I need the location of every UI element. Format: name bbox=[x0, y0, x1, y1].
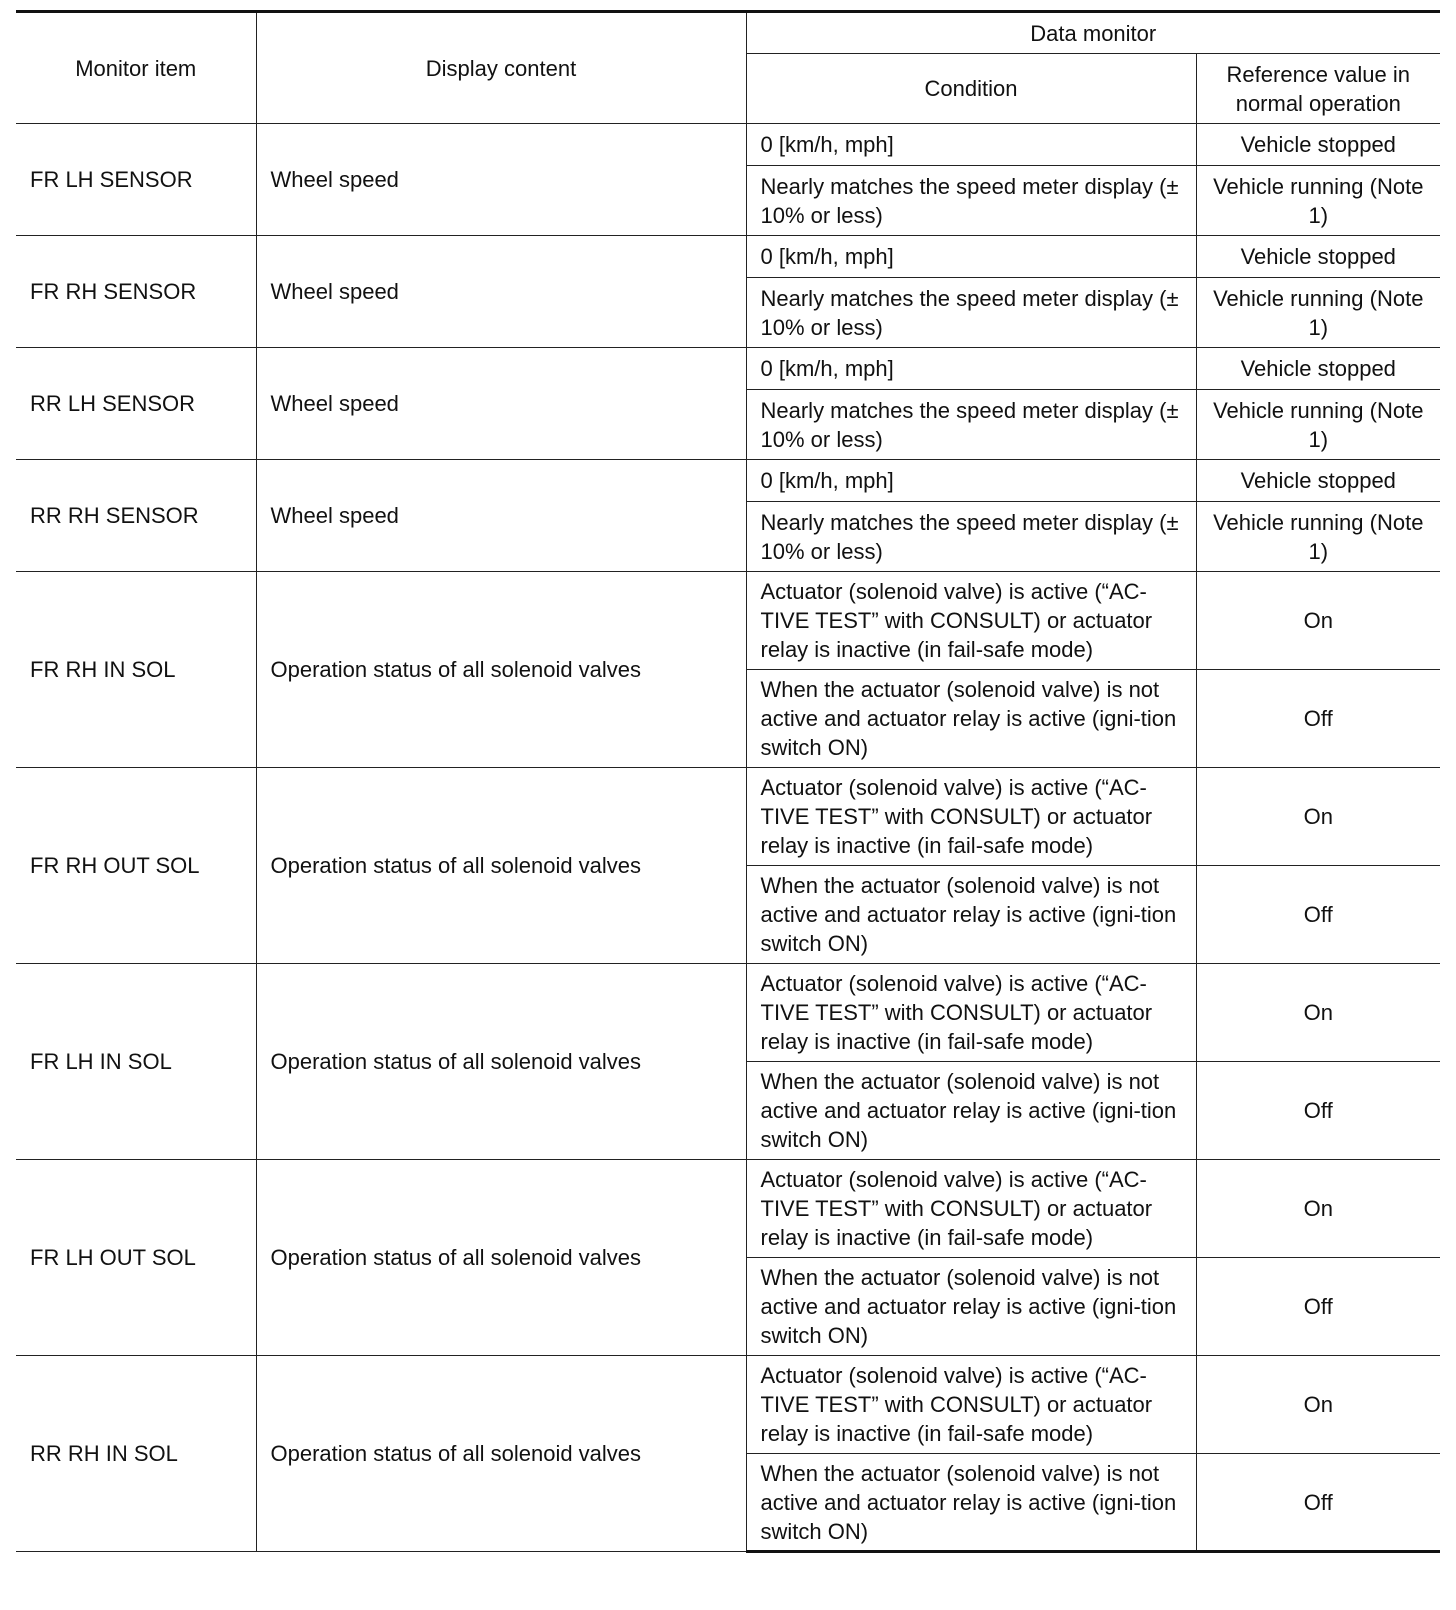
monitor-item-cell: FR RH OUT SOL bbox=[16, 768, 256, 964]
table-row bbox=[16, 768, 1440, 866]
condition-cell: When the actuator (solenoid valve) is not active and actuator relay is active (igni-tion switch ON) bbox=[746, 1454, 1196, 1552]
header-condition: Condition bbox=[746, 54, 1196, 124]
display-content-cell: Wheel speed bbox=[256, 460, 746, 572]
monitor-item-cell: FR LH OUT SOL bbox=[16, 1160, 256, 1356]
condition-cell: 0 [km/h, mph] bbox=[746, 460, 1196, 502]
condition-cell: Nearly matches the speed meter display (± 10% or less) bbox=[746, 166, 1196, 236]
monitor-item-cell: FR LH SENSOR bbox=[16, 124, 256, 236]
condition-cell: When the actuator (solenoid valve) is not active and actuator relay is active (igni-tion switch ON) bbox=[746, 866, 1196, 964]
reference-value-cell: Vehicle running (Note 1) bbox=[1196, 278, 1440, 348]
reference-value-cell: Vehicle stopped bbox=[1196, 460, 1440, 502]
reference-value-cell: Off bbox=[1196, 1062, 1440, 1160]
display-content-cell: Operation status of all solenoid valves bbox=[256, 768, 746, 964]
table-row bbox=[16, 236, 1440, 278]
condition-cell: When the actuator (solenoid valve) is not active and actuator relay is active (igni-tion switch ON) bbox=[746, 670, 1196, 768]
condition-cell: When the actuator (solenoid valve) is not active and actuator relay is active (igni-tion switch ON) bbox=[746, 1062, 1196, 1160]
monitor-item-cell: FR RH SENSOR bbox=[16, 236, 256, 348]
header-reference-value: Reference value in normal operation bbox=[1196, 54, 1440, 124]
monitor-item-cell: FR LH IN SOL bbox=[16, 964, 256, 1160]
display-content-cell: Operation status of all solenoid valves bbox=[256, 1160, 746, 1356]
display-content-cell: Operation status of all solenoid valves bbox=[256, 572, 746, 768]
display-content-cell: Operation status of all solenoid valves bbox=[256, 964, 746, 1160]
reference-value-cell: On bbox=[1196, 572, 1440, 670]
condition-cell: Nearly matches the speed meter display (± 10% or less) bbox=[746, 390, 1196, 460]
reference-value-cell: On bbox=[1196, 768, 1440, 866]
display-content-cell: Operation status of all solenoid valves bbox=[256, 1356, 746, 1552]
display-content-cell: Wheel speed bbox=[256, 124, 746, 236]
condition-cell: Actuator (solenoid valve) is active (“AC-TIVE TEST” with CONSULT) or actuator relay is inactive (in fail-safe mode) bbox=[746, 964, 1196, 1062]
reference-value-cell: Off bbox=[1196, 670, 1440, 768]
monitor-item-cell: RR RH IN SOL bbox=[16, 1356, 256, 1552]
condition-cell: Actuator (solenoid valve) is active (“AC-TIVE TEST” with CONSULT) or actuator relay is inactive (in fail-safe mode) bbox=[746, 1356, 1196, 1454]
table-row bbox=[16, 124, 1440, 166]
table-row bbox=[16, 1160, 1440, 1258]
condition-cell: Actuator (solenoid valve) is active (“AC-TIVE TEST” with CONSULT) or actuator relay is inactive (in fail-safe mode) bbox=[746, 1160, 1196, 1258]
reference-value-cell: Vehicle running (Note 1) bbox=[1196, 390, 1440, 460]
header-display-content: Display content bbox=[256, 12, 746, 124]
condition-cell: 0 [km/h, mph] bbox=[746, 348, 1196, 390]
condition-cell: 0 [km/h, mph] bbox=[746, 124, 1196, 166]
reference-value-cell: Vehicle stopped bbox=[1196, 124, 1440, 166]
reference-value-cell: Off bbox=[1196, 1258, 1440, 1356]
table-row bbox=[16, 964, 1440, 1062]
reference-value-cell: Vehicle stopped bbox=[1196, 348, 1440, 390]
monitor-item-cell: RR RH SENSOR bbox=[16, 460, 256, 572]
condition-cell: When the actuator (solenoid valve) is not active and actuator relay is active (igni-tion switch ON) bbox=[746, 1258, 1196, 1356]
reference-value-cell: On bbox=[1196, 1356, 1440, 1454]
display-content-cell: Wheel speed bbox=[256, 348, 746, 460]
reference-value-cell: Vehicle running (Note 1) bbox=[1196, 502, 1440, 572]
condition-cell: 0 [km/h, mph] bbox=[746, 236, 1196, 278]
condition-cell: Actuator (solenoid valve) is active (“AC-TIVE TEST” with CONSULT) or actuator relay is inactive (in fail-safe mode) bbox=[746, 768, 1196, 866]
monitor-item-cell: FR RH IN SOL bbox=[16, 572, 256, 768]
reference-value-cell: On bbox=[1196, 964, 1440, 1062]
table-row bbox=[16, 460, 1440, 502]
condition-cell: Nearly matches the speed meter display (± 10% or less) bbox=[746, 502, 1196, 572]
condition-cell: Nearly matches the speed meter display (± 10% or less) bbox=[746, 278, 1196, 348]
reference-value-cell: Vehicle stopped bbox=[1196, 236, 1440, 278]
reference-value-cell: Vehicle running (Note 1) bbox=[1196, 166, 1440, 236]
header-monitor-item: Monitor item bbox=[16, 12, 256, 124]
table-row bbox=[16, 1356, 1440, 1454]
header-data-monitor: Data monitor bbox=[746, 12, 1440, 54]
reference-value-cell: On bbox=[1196, 1160, 1440, 1258]
table-row bbox=[16, 348, 1440, 390]
condition-cell: Actuator (solenoid valve) is active (“AC-TIVE TEST” with CONSULT) or actuator relay is inactive (in fail-safe mode) bbox=[746, 572, 1196, 670]
table-row bbox=[16, 572, 1440, 670]
data-monitor-table bbox=[16, 10, 1440, 1553]
display-content-cell: Wheel speed bbox=[256, 236, 746, 348]
reference-value-cell: Off bbox=[1196, 1454, 1440, 1552]
monitor-item-cell: RR LH SENSOR bbox=[16, 348, 256, 460]
reference-value-cell: Off bbox=[1196, 866, 1440, 964]
